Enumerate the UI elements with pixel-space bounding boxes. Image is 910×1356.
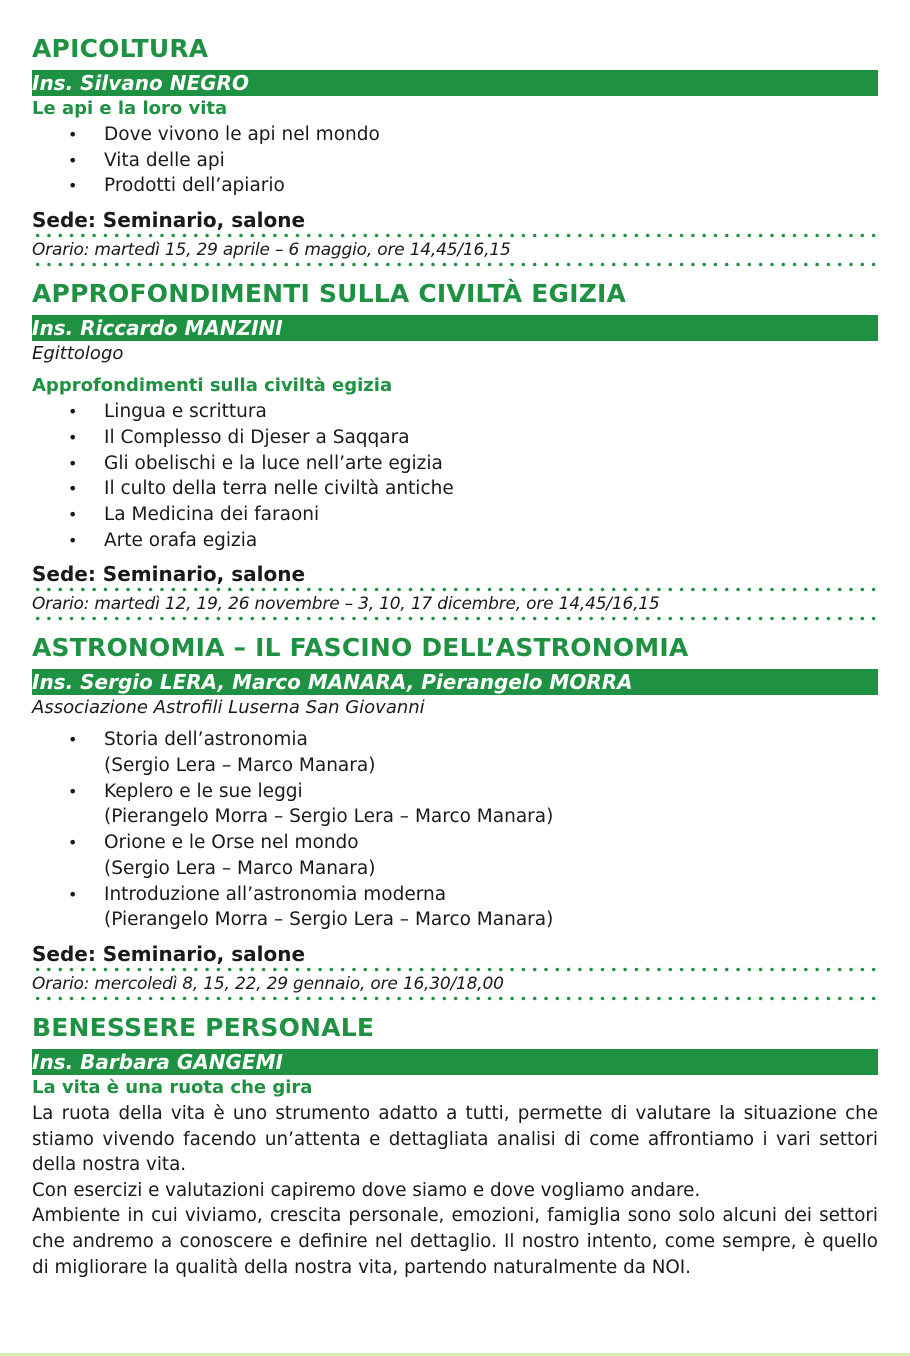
course-title: ASTRONOMIA – IL FASCINO DELL’ASTRONOMIA: [32, 633, 689, 663]
course-apicoltura: [32, 34, 878, 267]
topic-title: • Orione e le Orse nel mondo: [104, 832, 359, 854]
topic-speakers: (Sergio Lera – Marco Manara): [104, 857, 376, 879]
sede-label: Sede: Seminario, salone: [32, 941, 306, 966]
topic-item: • Lingua e scrittura: [32, 399, 878, 425]
dotted-divider: [32, 262, 878, 267]
topic-list: [32, 122, 878, 199]
topic-list: [32, 399, 878, 553]
teacher-bar: Ins. Riccardo MANZINI: [32, 315, 878, 341]
course-subtitle: Approfondimenti sulla civiltà egizia: [32, 375, 393, 397]
teacher-bar: Ins. Sergio LERA, Marco MANARA, Pierangelo MORRA: [32, 669, 878, 695]
topic-speakers: (Pierangelo Morra – Sergio Lera – Marco Manara): [104, 806, 554, 828]
teacher-bar: Ins. Barbara GANGEMI: [32, 1049, 878, 1075]
dotted-divider: [32, 616, 878, 621]
description-paragraph: Con esercizi e valutazioni capiremo dove siamo e dove vogliamo andare.: [32, 1179, 701, 1201]
topic-item: • La Medicina dei faraoni: [32, 502, 878, 528]
topic-title: • Keplero e le sue leggi: [104, 780, 303, 802]
course-subtitle: La vita è una ruota che gira: [32, 1076, 313, 1098]
dotted-divider: [32, 996, 878, 1001]
description-paragraph: La ruota della vita è uno strumento adatto a tutti, permette di valutare la situazione che stiamo vivendo facendo un’attenta e dettagliata analisi di come affrontiamo i vari settori della nostra vita.: [32, 1102, 878, 1176]
course-title: APICOLTURA: [32, 34, 209, 63]
topic-title: • Storia dell’astronomia: [104, 729, 308, 751]
topic-item: [32, 882, 878, 933]
course-astronomia: [32, 633, 878, 1001]
schedule-text: Orario: mercoledì 8, 15, 22, 29 gennaio, ore 16,30/18,00: [32, 973, 504, 994]
course-title: BENESSERE PERSONALE: [32, 1012, 375, 1042]
description-paragraph: Ambiente in cui viviamo, crescita personale, emozioni, famiglia sono solo alcuni dei settori che andremo a conoscere e definire nel dettaglio. Il nostro intento, come sempre, è quello di migliorare la qualità della nostra vita, partendo naturalmente da NOI.: [32, 1205, 878, 1278]
topic-item: • Arte orafa egizia: [32, 528, 878, 554]
topic-item: • Prodotti dell’apiario: [32, 173, 878, 199]
teacher-affiliation: Egittologo: [32, 343, 124, 365]
course-benessere: [32, 1013, 878, 1280]
topic-speakers: (Sergio Lera – Marco Manara): [104, 755, 376, 777]
topic-speakers: (Pierangelo Morra – Sergio Lera – Marco Manara): [104, 909, 554, 931]
topic-item: • Dove vivono le api nel mondo: [32, 122, 878, 148]
schedule-text: Orario: martedì 12, 19, 26 novembre – 3, 10, 17 dicembre, ore 14,45/16,15: [32, 594, 660, 615]
course-title: APPROFONDIMENTI SULLA CIVILTÀ EGIZIA: [32, 279, 627, 309]
topic-item: • Il Complesso di Djeser a Saqqara: [32, 425, 878, 451]
sede-label: Sede: Seminario, salone: [32, 208, 306, 233]
course-listing: [32, 34, 878, 1282]
topic-list: [32, 727, 878, 933]
schedule-text: Orario: martedì 15, 29 aprile – 6 maggio, ore 14,45/16,15: [32, 240, 511, 261]
topic-item: • Gli obelischi e la luce nell’arte egizia: [32, 451, 878, 477]
topic-item: [32, 779, 878, 830]
sede-label: Sede: Seminario, salone: [32, 562, 306, 587]
topic-item: • Vita delle api: [32, 148, 878, 174]
teacher-affiliation: Associazione Astrofili Luserna San Giovanni: [32, 697, 425, 719]
teacher-bar: Ins. Silvano NEGRO: [32, 70, 878, 96]
topic-item: [32, 830, 878, 881]
topic-item: • Il culto della terra nelle civiltà antiche: [32, 476, 878, 502]
course-civilta-egizia: [32, 279, 878, 621]
topic-item: [32, 727, 878, 778]
course-subtitle: Le api e la loro vita: [32, 98, 228, 119]
topic-title: • Introduzione all’astronomia moderna: [104, 883, 447, 905]
